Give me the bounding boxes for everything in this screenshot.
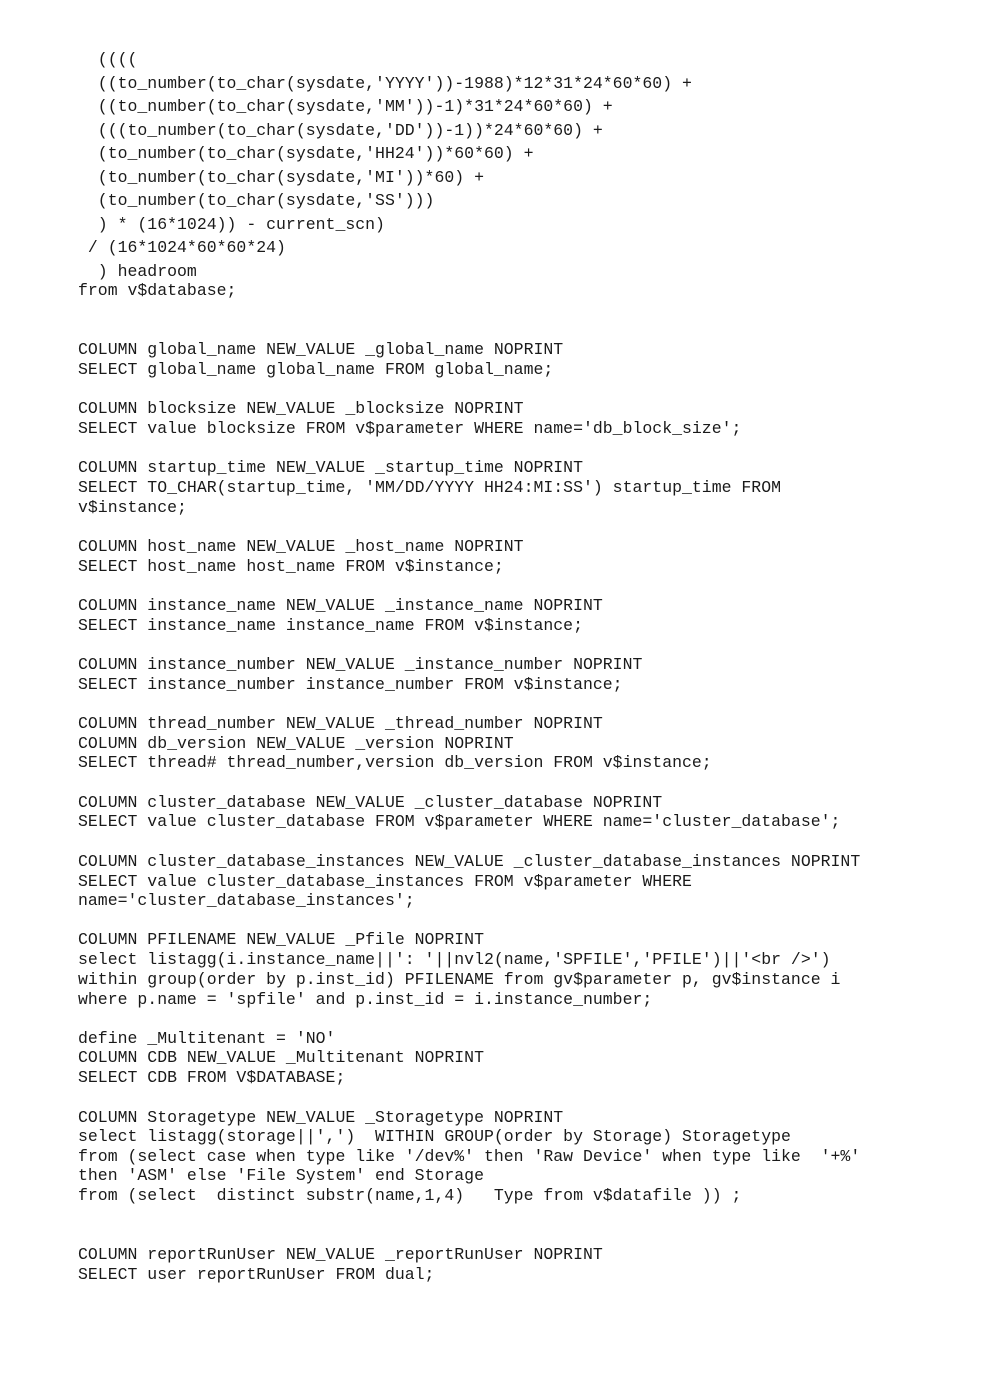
code-line: (to_number(to_char(sysdate,'HH24'))*60*60) +: [78, 144, 534, 163]
code-line: SELECT value cluster_database FROM v$parameter WHERE name='cluster_database';: [78, 812, 841, 831]
code-line: COLUMN global_name NEW_VALUE _global_name NOPRINT: [78, 340, 564, 359]
code-line: ) * (16*1024)) - current_scn): [78, 215, 385, 234]
code-line: from (select distinct substr(name,1,4) Type from v$datafile )) ;: [78, 1186, 742, 1205]
code-line: ((to_number(to_char(sysdate,'MM'))-1)*31*24*60*60) +: [78, 97, 613, 116]
code-line: / (16*1024*60*60*24): [78, 238, 286, 257]
code-line: COLUMN thread_number NEW_VALUE _thread_number NOPRINT: [78, 714, 603, 733]
code-line: (((to_number(to_char(sysdate,'DD'))-1))*24*60*60) +: [78, 121, 603, 140]
code-line: COLUMN cluster_database_instances NEW_VALUE _cluster_database_instances NOPRINT: [78, 852, 861, 871]
code-line: where p.name = 'spfile' and p.inst_id = i.instance_number;: [78, 990, 653, 1009]
code-line: SELECT instance_number instance_number FROM v$instance;: [78, 675, 623, 694]
code-line: name='cluster_database_instances';: [78, 891, 415, 910]
code-line: select listagg(i.instance_name||': '||nvl2(name,'SPFILE','PFILE')||'<br />'): [78, 950, 831, 969]
code-line: COLUMN instance_number NEW_VALUE _instance_number NOPRINT: [78, 655, 643, 674]
code-line: COLUMN blocksize NEW_VALUE _blocksize NOPRINT: [78, 399, 524, 418]
code-line: COLUMN Storagetype NEW_VALUE _Storagetype NOPRINT: [78, 1108, 564, 1127]
code-line: SELECT instance_name instance_name FROM v$instance;: [78, 616, 583, 635]
code-line: COLUMN cluster_database NEW_VALUE _cluster_database NOPRINT: [78, 793, 663, 812]
code-line: COLUMN reportRunUser NEW_VALUE _reportRunUser NOPRINT: [78, 1245, 603, 1264]
code-line: SELECT user reportRunUser FROM dual;: [78, 1265, 435, 1284]
code-line: SELECT host_name host_name FROM v$instance;: [78, 557, 504, 576]
code-line: ((to_number(to_char(sysdate,'YYYY'))-1988)*12*31*24*60*60) +: [78, 74, 692, 93]
code-line: then 'ASM' else 'File System' end Storage: [78, 1166, 484, 1185]
code-line: COLUMN host_name NEW_VALUE _host_name NOPRINT: [78, 537, 524, 556]
code-line: COLUMN instance_name NEW_VALUE _instance_name NOPRINT: [78, 596, 603, 615]
code-line: SELECT value cluster_database_instances FROM v$parameter WHERE: [78, 872, 692, 891]
code-line: ) headroom: [78, 262, 197, 281]
code-line: select listagg(storage||',') WITHIN GROUP(order by Storage) Storagetype: [78, 1127, 791, 1146]
code-line: SELECT thread# thread_number,version db_version FROM v$instance;: [78, 753, 712, 772]
code-line: v$instance;: [78, 498, 187, 517]
code-line: from v$database;: [78, 281, 237, 300]
code-line: COLUMN CDB NEW_VALUE _Multitenant NOPRINT: [78, 1048, 484, 1067]
code-line: COLUMN startup_time NEW_VALUE _startup_time NOPRINT: [78, 458, 583, 477]
code-line: SELECT value blocksize FROM v$parameter WHERE name='db_block_size';: [78, 419, 742, 438]
code-line: (to_number(to_char(sysdate,'MI'))*60) +: [78, 168, 484, 187]
code-line: ((((: [78, 50, 138, 69]
code-line: from (select case when type like '/dev%' then 'Raw Device' when type like '+%': [78, 1147, 861, 1166]
code-line: define _Multitenant = 'NO': [78, 1029, 336, 1048]
code-line: COLUMN db_version NEW_VALUE _version NOPRINT: [78, 734, 514, 753]
code-line: (to_number(to_char(sysdate,'SS'))): [78, 191, 435, 210]
code-line: SELECT global_name global_name FROM global_name;: [78, 360, 554, 379]
code-line: within group(order by p.inst_id) PFILENAME from gv$parameter p, gv$instance i: [78, 970, 841, 989]
code-line: SELECT CDB FROM V$DATABASE;: [78, 1068, 346, 1087]
code-line: COLUMN PFILENAME NEW_VALUE _Pfile NOPRINT: [78, 930, 484, 949]
code-line: SELECT TO_CHAR(startup_time, 'MM/DD/YYYY HH24:MI:SS') startup_time FROM: [78, 478, 782, 497]
